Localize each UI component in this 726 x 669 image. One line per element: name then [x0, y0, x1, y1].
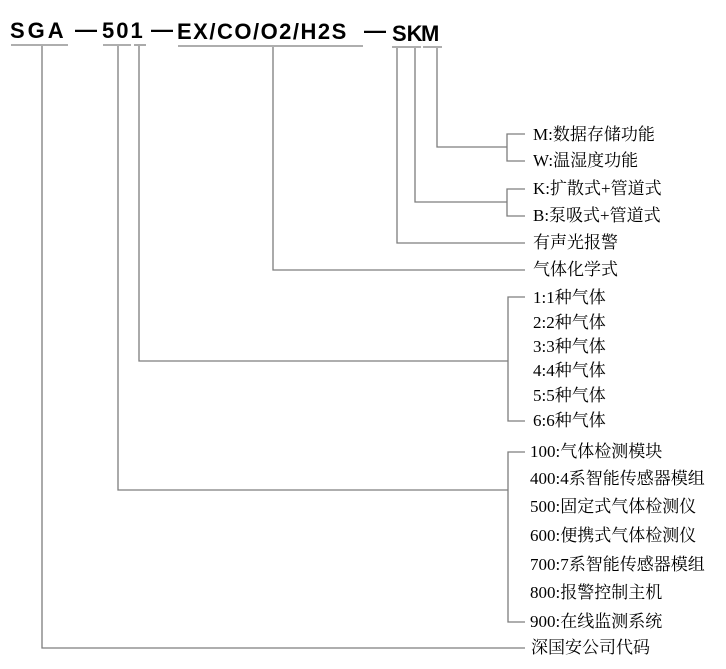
label-series-800: 800:报警控制主机: [530, 583, 663, 602]
label-series-900: 900:在线监测系统: [530, 612, 663, 631]
connector-alarm: [397, 48, 525, 243]
label-series-400: 400:4系智能传感器模组: [530, 469, 705, 488]
label-series-500: 500:固定式气体检测仪: [530, 497, 697, 516]
connector-storage: [437, 48, 507, 147]
label-company-code: 深国安公司代码: [531, 638, 650, 657]
label-gas-count-4: 4:4种气体: [533, 361, 606, 380]
connector-company: [42, 46, 525, 648]
code-gas-formula: EX/CO/O2/H2S: [177, 19, 348, 44]
code-dash-3: —: [364, 18, 386, 43]
label-gas-count-3: 3:3种气体: [533, 337, 606, 356]
label-alarm: 有声光报警: [533, 233, 618, 252]
code-dash-1: —: [75, 17, 97, 42]
label-suffix-m: M:数据存储功能: [533, 125, 655, 144]
code-suffix-sk: SK: [392, 21, 423, 46]
label-suffix-w: W:温湿度功能: [533, 151, 639, 170]
connector-series: [118, 46, 508, 490]
label-gas-count-1: 1:1种气体: [533, 288, 606, 307]
bracket-sampling-modes: [507, 189, 525, 216]
connector-gas-count: [139, 46, 508, 361]
code-series: 501: [102, 18, 145, 43]
code-suffix-m: M: [421, 21, 440, 46]
bracket-suffix-features: [507, 134, 525, 161]
label-gas-count-5: 5:5种气体: [533, 386, 606, 405]
label-gas-formula: 气体化学式: [533, 260, 618, 279]
label-series-100: 100:气体检测模块: [530, 442, 663, 461]
label-sampling-b: B:泵吸式+管道式: [533, 206, 661, 225]
bracket-product-series: [508, 452, 525, 622]
label-sampling-k: K:扩散式+管道式: [533, 179, 662, 198]
label-series-700: 700:7系智能传感器模组: [530, 555, 705, 574]
label-gas-count-2: 2:2种气体: [533, 313, 606, 332]
code-dash-2: —: [151, 17, 173, 42]
code-company: SGA: [10, 18, 67, 43]
connector-sampling: [415, 48, 507, 202]
label-gas-count-6: 6:6种气体: [533, 411, 606, 430]
label-series-600: 600:便携式气体检测仪: [530, 526, 697, 545]
bracket-gas-counts: [508, 297, 525, 421]
connector-gas-formula: [273, 47, 525, 270]
